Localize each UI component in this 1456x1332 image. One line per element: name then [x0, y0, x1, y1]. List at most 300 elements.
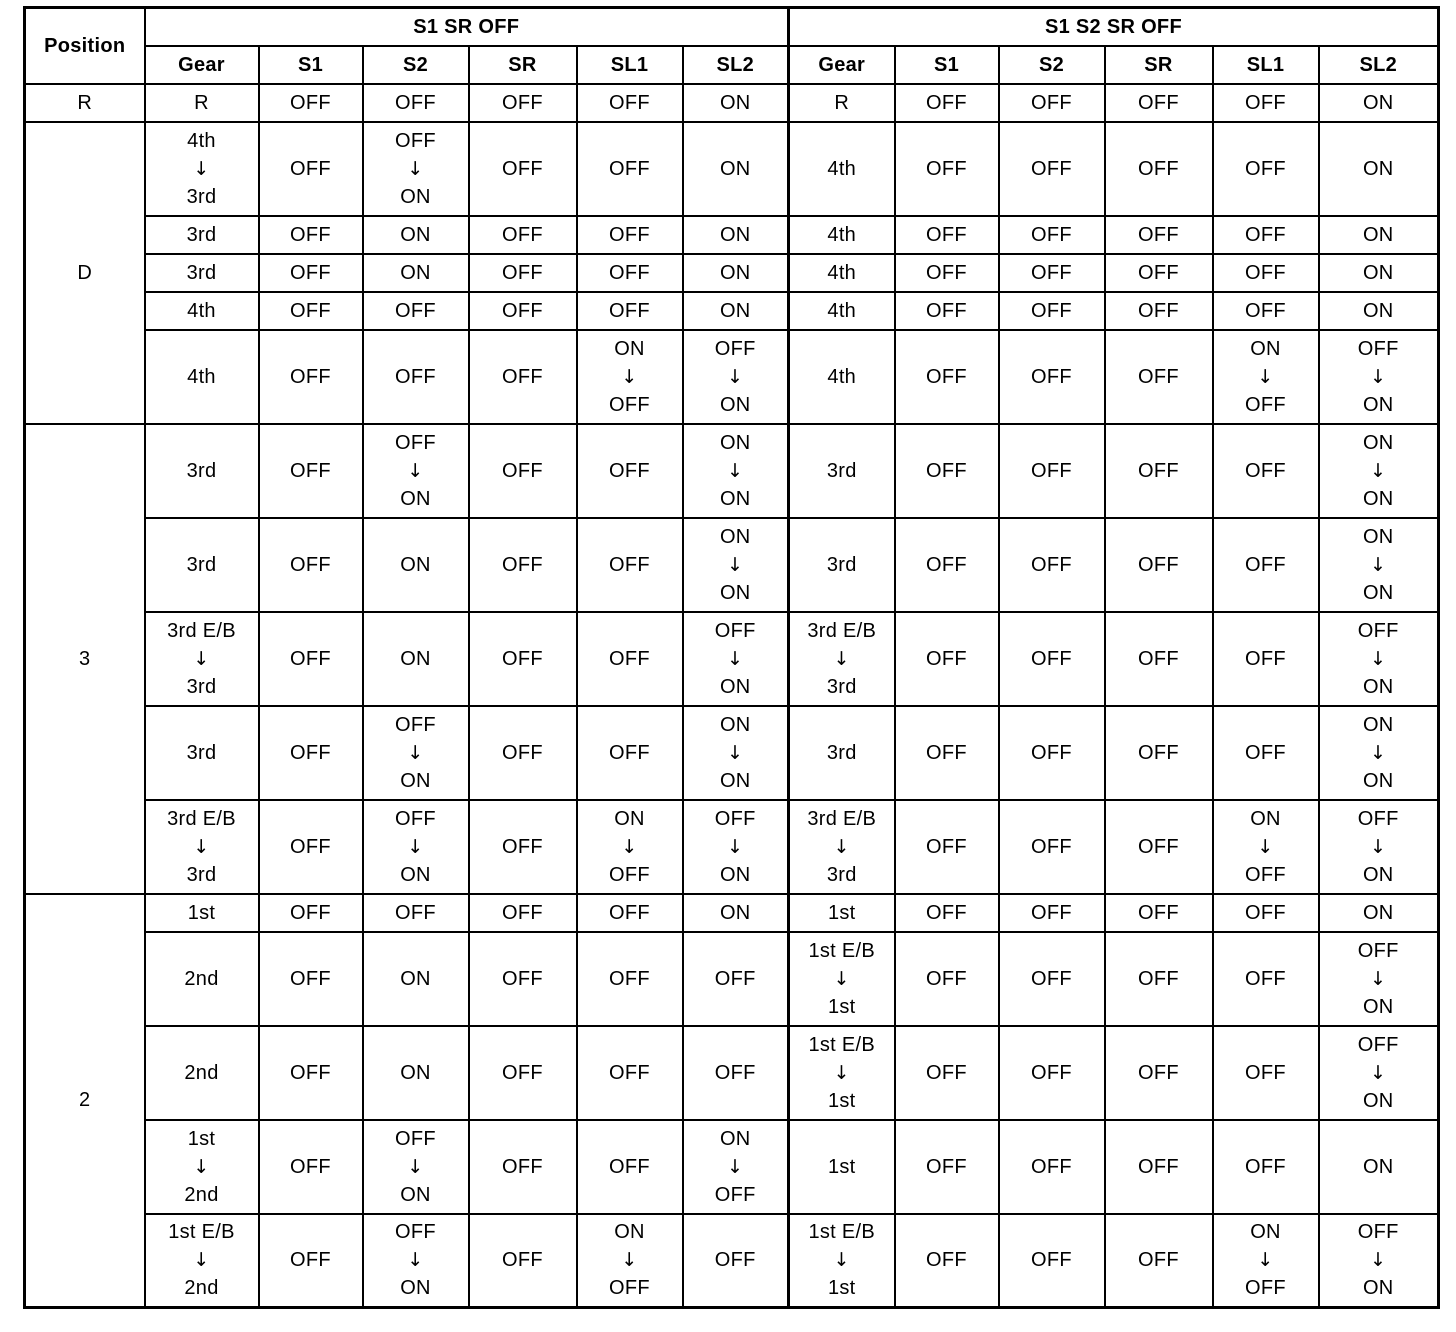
- state-cell: [895, 1026, 999, 1120]
- state-cell: [1213, 894, 1319, 932]
- cell-value: OFF: [502, 1061, 543, 1084]
- cell-value: OFF: [609, 741, 650, 764]
- cell-value-from: OFF: [1357, 1221, 1399, 1244]
- cell-value: OFF: [502, 299, 543, 322]
- cell-value: OFF: [290, 299, 331, 322]
- cell-value: OFF: [502, 1155, 543, 1178]
- arrow-down-icon: ↓: [727, 459, 744, 482]
- state-cell: [469, 894, 577, 932]
- state-cell: [895, 706, 999, 800]
- arrow-down-icon: ↓: [833, 647, 850, 670]
- state-cell: [145, 330, 259, 424]
- state-cell: [999, 518, 1105, 612]
- arrow-down-icon: ↓: [621, 365, 638, 388]
- cell-value: OFF: [609, 223, 650, 246]
- cell-value-to: OFF: [714, 1183, 756, 1206]
- state-cell: [363, 932, 469, 1026]
- state-cell: [1319, 612, 1439, 706]
- table-row: [25, 292, 1439, 330]
- state-cell: [577, 932, 683, 1026]
- cell-value-from: OFF: [714, 619, 756, 642]
- state-cell: [999, 1214, 1105, 1308]
- cell-value-from: OFF: [1357, 619, 1399, 642]
- cell-value: OFF: [290, 647, 331, 670]
- column-header-gear: Gear: [145, 46, 259, 84]
- cell-value-to: OFF: [609, 1277, 650, 1300]
- state-cell: [999, 706, 1105, 800]
- state-cell: [1319, 518, 1439, 612]
- cell-value-from: OFF: [1357, 1033, 1399, 1056]
- cell-value: OFF: [1138, 741, 1179, 764]
- state-cell: [1105, 254, 1213, 292]
- arrow-down-icon: ↓: [1257, 1249, 1274, 1272]
- state-cell: [1319, 122, 1439, 216]
- state-cell: [789, 1026, 895, 1120]
- state-cell: [259, 292, 363, 330]
- table-row: [25, 518, 1439, 612]
- state-cell: [469, 1026, 577, 1120]
- cell-value: 1st: [827, 1155, 856, 1178]
- state-cell: [259, 894, 363, 932]
- cell-value: OFF: [290, 459, 331, 482]
- cell-value: OFF: [1138, 901, 1179, 924]
- cell-value: OFF: [609, 967, 650, 990]
- cell-value-to: OFF: [609, 393, 650, 416]
- arrow-down-icon: ↓: [833, 1249, 850, 1272]
- state-cell: [999, 216, 1105, 254]
- cell-value: ON: [1362, 1155, 1394, 1178]
- cell-value: OFF: [1245, 647, 1286, 670]
- cell-value: ON: [400, 553, 431, 576]
- cell-value: OFF: [926, 967, 967, 990]
- state-cell: [683, 84, 789, 122]
- cell-value: OFF: [502, 459, 543, 482]
- cell-value: OFF: [1031, 365, 1072, 388]
- state-cell: [469, 1120, 577, 1214]
- state-cell: [1105, 1026, 1213, 1120]
- table-row: [25, 706, 1439, 800]
- cell-value: OFF: [290, 91, 331, 114]
- cell-value: OFF: [1138, 459, 1179, 482]
- state-cell: [895, 254, 999, 292]
- cell-value-from: ON: [1250, 807, 1281, 830]
- cell-value: 3rd: [186, 459, 217, 482]
- state-cell: [145, 254, 259, 292]
- state-cell: [363, 612, 469, 706]
- state-cell: [259, 84, 363, 122]
- state-cell: [1319, 216, 1439, 254]
- table-row: [25, 424, 1439, 518]
- cell-value: 4th: [187, 299, 216, 322]
- cell-value: OFF: [609, 1155, 650, 1178]
- column-header-s1: S1: [895, 46, 999, 84]
- state-cell: [789, 216, 895, 254]
- column-header-sl2: SL2: [683, 46, 789, 84]
- state-cell: [683, 216, 789, 254]
- cell-value: OFF: [1031, 1155, 1072, 1178]
- state-cell: [1213, 706, 1319, 800]
- cell-value-from: 3rd E/B: [167, 619, 236, 642]
- state-cell: [789, 612, 895, 706]
- arrow-down-icon: ↓: [193, 1249, 210, 1272]
- state-cell: [259, 932, 363, 1026]
- cell-value-from: OFF: [395, 807, 436, 830]
- cell-value: OFF: [502, 553, 543, 576]
- state-cell: [1319, 424, 1439, 518]
- cell-value-from: 1st E/B: [808, 939, 876, 962]
- cell-value: OFF: [714, 1061, 756, 1084]
- state-cell: [683, 1026, 789, 1120]
- arrow-down-icon: ↓: [193, 157, 210, 180]
- arrow-down-icon: ↓: [727, 835, 744, 858]
- state-cell: [145, 84, 259, 122]
- state-cell: [259, 518, 363, 612]
- column-header-sl1: SL1: [1213, 46, 1319, 84]
- state-cell: [895, 612, 999, 706]
- column-header-s2: S2: [999, 46, 1105, 84]
- state-cell: [895, 932, 999, 1026]
- cell-value: OFF: [1245, 157, 1286, 180]
- state-cell: [789, 330, 895, 424]
- state-cell: [363, 518, 469, 612]
- cell-value: OFF: [926, 647, 967, 670]
- cell-value-from: OFF: [395, 431, 436, 454]
- cell-value-to: 1st: [827, 1089, 856, 1112]
- column-header-gear: Gear: [789, 46, 895, 84]
- table-row: [25, 800, 1439, 894]
- state-cell: [789, 292, 895, 330]
- state-cell: [363, 292, 469, 330]
- cell-value: OFF: [609, 299, 650, 322]
- cell-value-to: ON: [400, 1183, 431, 1206]
- cell-value-from: ON: [614, 337, 645, 360]
- state-cell: [1213, 800, 1319, 894]
- state-cell: [895, 122, 999, 216]
- state-cell: [683, 330, 789, 424]
- cell-value: OFF: [502, 157, 543, 180]
- state-cell: [1105, 122, 1213, 216]
- cell-value-to: 1st: [827, 1277, 856, 1300]
- state-cell: [1319, 1214, 1439, 1308]
- state-cell: [259, 330, 363, 424]
- cell-value-to: ON: [1362, 675, 1394, 698]
- state-cell: [145, 518, 259, 612]
- state-cell: [1213, 424, 1319, 518]
- state-cell: [895, 894, 999, 932]
- cell-value: OFF: [609, 459, 650, 482]
- state-cell: [895, 800, 999, 894]
- cell-value-from: ON: [1362, 431, 1394, 454]
- table-row: [25, 216, 1439, 254]
- position-cell: 3: [25, 424, 145, 894]
- state-cell: [145, 122, 259, 216]
- cell-value: 3rd: [826, 459, 857, 482]
- cell-value-to: ON: [719, 581, 751, 604]
- state-cell: [789, 932, 895, 1026]
- cell-value-from: OFF: [395, 1221, 436, 1244]
- state-cell: [145, 1026, 259, 1120]
- cell-value: ON: [1362, 223, 1394, 246]
- cell-value: OFF: [1245, 1061, 1286, 1084]
- state-cell: [1105, 612, 1213, 706]
- cell-value-from: ON: [1250, 1221, 1281, 1244]
- cell-value: OFF: [926, 553, 967, 576]
- group-header-s1-sr-off: S1 SR OFF: [145, 8, 789, 46]
- arrow-down-icon: ↓: [621, 835, 638, 858]
- state-cell: [1105, 216, 1213, 254]
- cell-value: OFF: [609, 553, 650, 576]
- cell-value: OFF: [1031, 157, 1072, 180]
- cell-value: OFF: [1245, 553, 1286, 576]
- cell-value: OFF: [502, 1249, 543, 1272]
- cell-value: OFF: [395, 91, 436, 114]
- cell-value-to: OFF: [1245, 393, 1286, 416]
- cell-value-from: 1st E/B: [808, 1221, 876, 1244]
- cell-value: ON: [719, 299, 751, 322]
- cell-value-from: 1st E/B: [808, 1033, 876, 1056]
- cell-value: OFF: [1031, 553, 1072, 576]
- cell-value: OFF: [926, 261, 967, 284]
- cell-value: OFF: [502, 261, 543, 284]
- cell-value: OFF: [714, 1249, 756, 1272]
- state-cell: [1319, 292, 1439, 330]
- arrow-down-icon: ↓: [1370, 647, 1387, 670]
- cell-value: OFF: [1138, 1249, 1179, 1272]
- cell-value: OFF: [926, 835, 967, 858]
- arrow-down-icon: ↓: [1370, 1061, 1387, 1084]
- state-cell: [145, 292, 259, 330]
- state-cell: [683, 706, 789, 800]
- cell-value: OFF: [1031, 1249, 1072, 1272]
- cell-value-to: ON: [400, 487, 431, 510]
- cell-value: 3rd: [186, 223, 217, 246]
- cell-value-from: OFF: [395, 1127, 436, 1150]
- state-cell: [683, 894, 789, 932]
- cell-value: 2nd: [184, 967, 219, 990]
- cell-value: OFF: [926, 365, 967, 388]
- state-cell: [999, 424, 1105, 518]
- cell-value: OFF: [609, 1061, 650, 1084]
- state-cell: [1105, 1120, 1213, 1214]
- state-cell: [1105, 84, 1213, 122]
- cell-value: OFF: [502, 365, 543, 388]
- cell-value: OFF: [609, 647, 650, 670]
- state-cell: [469, 932, 577, 1026]
- cell-value-from: 3rd E/B: [167, 807, 236, 830]
- cell-value: OFF: [1245, 223, 1286, 246]
- state-cell: [469, 800, 577, 894]
- state-cell: [789, 1214, 895, 1308]
- state-cell: [999, 292, 1105, 330]
- arrow-down-icon: ↓: [1370, 967, 1387, 990]
- cell-value: OFF: [1138, 261, 1179, 284]
- cell-value: OFF: [926, 1249, 967, 1272]
- state-cell: [469, 122, 577, 216]
- arrow-down-icon: ↓: [1370, 835, 1387, 858]
- state-cell: [1105, 424, 1213, 518]
- state-cell: [683, 122, 789, 216]
- cell-value: 3rd: [186, 741, 217, 764]
- state-cell: [1213, 84, 1319, 122]
- cell-value-from: OFF: [714, 807, 756, 830]
- cell-value: ON: [719, 901, 751, 924]
- state-cell: [1319, 84, 1439, 122]
- cell-value: 2nd: [184, 1061, 219, 1084]
- arrow-down-icon: ↓: [1370, 365, 1387, 388]
- table-row: [25, 84, 1439, 122]
- cell-value: OFF: [1245, 901, 1286, 924]
- cell-value-from: ON: [719, 1127, 751, 1150]
- cell-value: OFF: [926, 1155, 967, 1178]
- cell-value-to: ON: [1362, 487, 1394, 510]
- state-cell: [789, 518, 895, 612]
- state-cell: [469, 292, 577, 330]
- cell-value: OFF: [290, 1249, 331, 1272]
- arrow-down-icon: ↓: [407, 1249, 424, 1272]
- cell-value: OFF: [1138, 91, 1179, 114]
- state-cell: [1319, 800, 1439, 894]
- cell-value: OFF: [1138, 835, 1179, 858]
- arrow-down-icon: ↓: [621, 1249, 638, 1272]
- cell-value: 4th: [827, 365, 857, 388]
- state-cell: [789, 706, 895, 800]
- column-header-sl2: SL2: [1319, 46, 1439, 84]
- state-cell: [577, 330, 683, 424]
- state-cell: [145, 706, 259, 800]
- state-cell: [999, 1026, 1105, 1120]
- cell-value: ON: [1362, 157, 1394, 180]
- state-cell: [1105, 1214, 1213, 1308]
- cell-value: OFF: [1031, 835, 1072, 858]
- state-cell: [145, 894, 259, 932]
- state-cell: [363, 330, 469, 424]
- cell-value: OFF: [1138, 967, 1179, 990]
- cell-value: OFF: [609, 261, 650, 284]
- state-cell: [789, 1120, 895, 1214]
- state-cell: [577, 122, 683, 216]
- cell-value: OFF: [290, 365, 331, 388]
- column-header-s2: S2: [363, 46, 469, 84]
- cell-value: ON: [719, 261, 751, 284]
- arrow-down-icon: ↓: [1370, 1249, 1387, 1272]
- state-cell: [789, 800, 895, 894]
- arrow-down-icon: ↓: [193, 835, 210, 858]
- cell-value: OFF: [1138, 157, 1179, 180]
- cell-value-to: 3rd: [186, 675, 217, 698]
- cell-value: OFF: [1245, 299, 1286, 322]
- table-row: [25, 894, 1439, 932]
- state-cell: [363, 424, 469, 518]
- state-cell: [259, 612, 363, 706]
- cell-value: OFF: [1138, 299, 1179, 322]
- cell-value-from: OFF: [1357, 939, 1399, 962]
- cell-value: OFF: [1138, 1155, 1179, 1178]
- state-cell: [259, 1214, 363, 1308]
- table-row: [25, 254, 1439, 292]
- cell-value: 3rd: [826, 553, 857, 576]
- cell-value: OFF: [1245, 1155, 1286, 1178]
- cell-value-to: ON: [719, 769, 751, 792]
- column-header-s1: S1: [259, 46, 363, 84]
- cell-value: ON: [400, 261, 431, 284]
- state-cell: [683, 612, 789, 706]
- arrow-down-icon: ↓: [1370, 459, 1387, 482]
- cell-value-to: 3rd: [186, 185, 217, 208]
- cell-value: ON: [1362, 91, 1394, 114]
- arrow-down-icon: ↓: [1370, 553, 1387, 576]
- cell-value-to: ON: [1362, 863, 1394, 886]
- state-cell: [683, 932, 789, 1026]
- cell-value-from: ON: [1362, 525, 1394, 548]
- column-header-sr: SR: [469, 46, 577, 84]
- cell-value: ON: [719, 91, 751, 114]
- position-cell: R: [25, 84, 145, 122]
- state-cell: [999, 800, 1105, 894]
- state-cell: [469, 216, 577, 254]
- state-cell: [999, 330, 1105, 424]
- cell-value: OFF: [290, 1061, 331, 1084]
- state-cell: [577, 84, 683, 122]
- arrow-down-icon: ↓: [1257, 835, 1274, 858]
- state-cell: [577, 612, 683, 706]
- cell-value: 3rd: [186, 261, 217, 284]
- cell-value-to: ON: [719, 393, 751, 416]
- state-cell: [1319, 254, 1439, 292]
- state-cell: [577, 518, 683, 612]
- cell-value: OFF: [1245, 741, 1286, 764]
- cell-value: 3rd: [826, 741, 857, 764]
- position-cell: D: [25, 122, 145, 424]
- cell-value: OFF: [926, 901, 967, 924]
- state-cell: [259, 122, 363, 216]
- cell-value: 4th: [187, 365, 216, 388]
- cell-value: OFF: [609, 91, 650, 114]
- state-cell: [1319, 894, 1439, 932]
- state-cell: [577, 292, 683, 330]
- cell-value: OFF: [290, 741, 331, 764]
- state-cell: [145, 612, 259, 706]
- state-cell: [577, 424, 683, 518]
- arrow-down-icon: ↓: [727, 365, 744, 388]
- state-cell: [895, 1120, 999, 1214]
- state-cell: [1213, 122, 1319, 216]
- cell-value-to: ON: [719, 487, 751, 510]
- cell-value-to: ON: [1362, 393, 1394, 416]
- cell-value-to: 1st: [827, 995, 856, 1018]
- cell-value: R: [834, 91, 850, 114]
- cell-value-to: ON: [400, 1277, 431, 1300]
- cell-value: OFF: [1031, 967, 1072, 990]
- solenoid-table: [23, 6, 1440, 1309]
- state-cell: [1319, 1026, 1439, 1120]
- state-cell: [789, 84, 895, 122]
- state-cell: [577, 1120, 683, 1214]
- cell-value: OFF: [1031, 901, 1072, 924]
- sub-header-row: [25, 46, 1439, 84]
- cell-value: ON: [400, 967, 431, 990]
- cell-value-to: 2nd: [184, 1183, 219, 1206]
- cell-value-from: OFF: [395, 713, 436, 736]
- state-cell: [363, 122, 469, 216]
- state-cell: [1319, 330, 1439, 424]
- cell-value-to: 3rd: [826, 863, 857, 886]
- cell-value: OFF: [1138, 223, 1179, 246]
- state-cell: [1213, 216, 1319, 254]
- table-row: [25, 122, 1439, 216]
- state-cell: [999, 894, 1105, 932]
- state-cell: [577, 706, 683, 800]
- state-cell: [469, 84, 577, 122]
